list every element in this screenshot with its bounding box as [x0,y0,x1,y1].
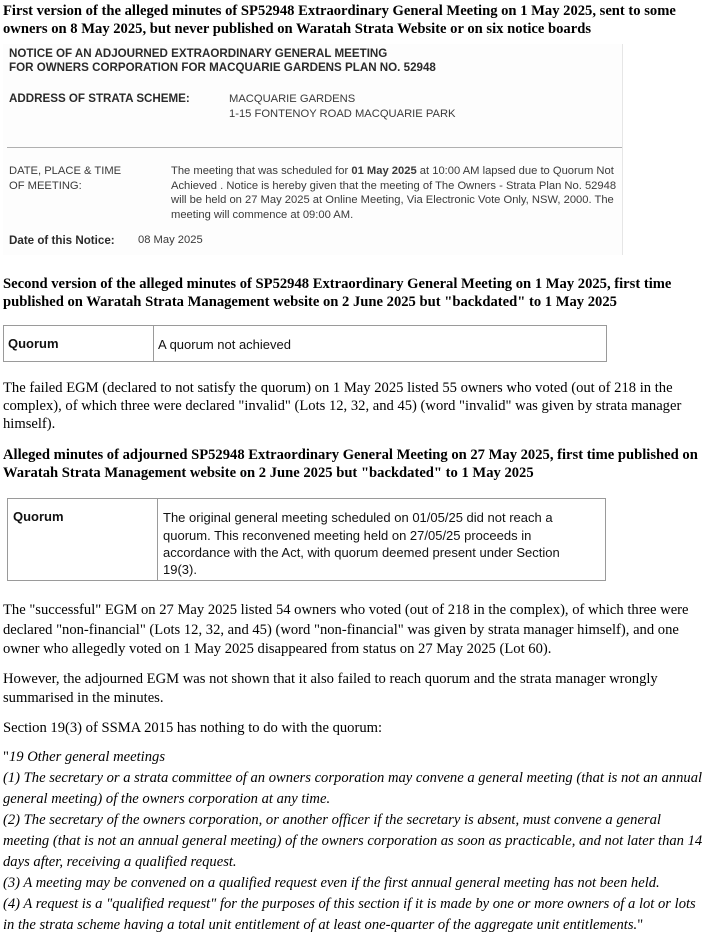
successful-egm-paragraph: The "successful" EGM on 27 May 2025 listed 54 owners who voted (out of 218 in the complex), of which three were declared "non-financial" (Lots 12, 32, and 45) (word "non-financial" was given by strata manager himself), and one owner who allegedly voted on 1 May 2025 disappeared from status on 27 May 2025 (Lot 60). [3,602,689,657]
address-line2: 1-15 FONTENOY ROAD MACQUARIE PARK [229,107,456,120]
quote-title: 19 Other general meetings [8,749,166,766]
section-19-paragraph: Section 19(3) of SSMA 2015 has nothing to do with the quorum: [3,719,383,736]
address-value [229,92,456,121]
quote-clause-4: (4) A request is a "qualified request" for the purposes of this section if it is made by one or more owners of a lot or lots in the strata scheme having a total unit entitlement of at least one-quarter of the aggregate unit entitlements. [3,896,696,934]
date-place-time-label [9,164,159,193]
date-place-time-text [171,164,625,222]
quorum-label: Quorum [4,326,154,361]
notice-title-line1: NOTICE OF AN ADJOURNED EXTRAORDINARY GENERAL MEETING [9,47,388,60]
notice-date-value: 08 May 2025 [138,234,203,246]
quorum-label: Quorum [8,499,158,580]
dpt-label-line2: OF MEETING: [9,179,82,192]
quote-clause-4-line [3,894,708,936]
ssma-quote [3,747,708,936]
quote-open-mark: " [3,749,9,766]
address-line1: MACQUARIE GARDENS [229,93,356,105]
notice-divider [7,147,622,148]
quorum-value: The original general meeting scheduled on 01/05/25 did not reach a quorum. This reconvened meeting held on 27/05/25 proceeds in accordance with the Act, with quorum deemed present under Section 19(3). [163,510,560,577]
notice-title [9,47,436,76]
notice-scan [3,44,623,255]
section3-heading: Alleged minutes of adjourned SP52948 Extraordinary General Meeting on 27 May 2025, first time published on Waratah Strata Management website on 2 June 2025 but "backdated" to 1 May 2025 [3,447,698,481]
notice-date-label: Date of this Notice: [9,234,115,247]
quote-clause-1: (1) The secretary or a strata committee of an owners corporation may convene a general meeting (that is not an annual general meeting) of the owners corporation at any time. [3,770,703,808]
dpt-text-before: The meeting that was scheduled for [171,165,352,177]
failed-egm-paragraph: The failed EGM (declared to not satisfy the quorum) on 1 May 2025 listed 55 owners who voted (out of 218 in the complex), of which three were declared "invalid" (Lots 12, 32, and 45) (word "invalid" was given by strata manager himself). [3,380,682,432]
quorum-table-first [3,325,607,362]
quote-close-mark: " [637,917,644,934]
section1-heading: First version of the alleged minutes of SP52948 Extraordinary General Meeting on 1 May 2025, sent to some owners on 8 May 2025, but never published on Waratah Strata Website or on six notice boards [3,3,676,37]
wrong-summary-paragraph: However, the adjourned EGM was not shown that it also failed to reach quorum and the strata manager wrongly summarised in the minutes. [3,671,658,707]
quorum-value: A quorum not achieved [158,337,291,352]
section2-heading: Second version of the alleged minutes of SP52948 Extraordinary General Meeting on 1 May 2025, first time published on Waratah Strata Management website on 2 June 2025 but "backdated" to 1 May 2025 [3,276,672,310]
notice-title-line2: FOR OWNERS CORPORATION FOR MACQUARIE GARDENS PLAN NO. 52948 [9,61,436,75]
dpt-scheduled-date: 01 May 2025 [351,165,417,177]
address-label: ADDRESS OF STRATA SCHEME: [9,92,190,105]
dpt-text-after: at 10:00 AM lapsed due to Quorum Not Achieved . Notice is hereby given that the meeting of The Owners - Strata Plan No. 52948 will be held on 27 May 2025 at Online Meeting, Via Electronic Vote Only, NSW, 2000. The meeting will commence at 09:00 AM. [171,165,617,221]
quote-clause-3: (3) A meeting may be convened on a qualified request even if the first annual general meeting has not been held. [3,875,660,892]
quote-clause-2: (2) The secretary of the owners corporation, or another officer if the secretary is absent, must convene a general meeting (that is not an annual general meeting) of the owners corporation as soon as practicable, and not later than 14 days after, receiving a qualified request. [3,812,703,871]
quote-title-line [3,747,708,768]
dpt-label-line1: DATE, PLACE & TIME [9,165,122,177]
quorum-table-adjourned [7,498,606,581]
